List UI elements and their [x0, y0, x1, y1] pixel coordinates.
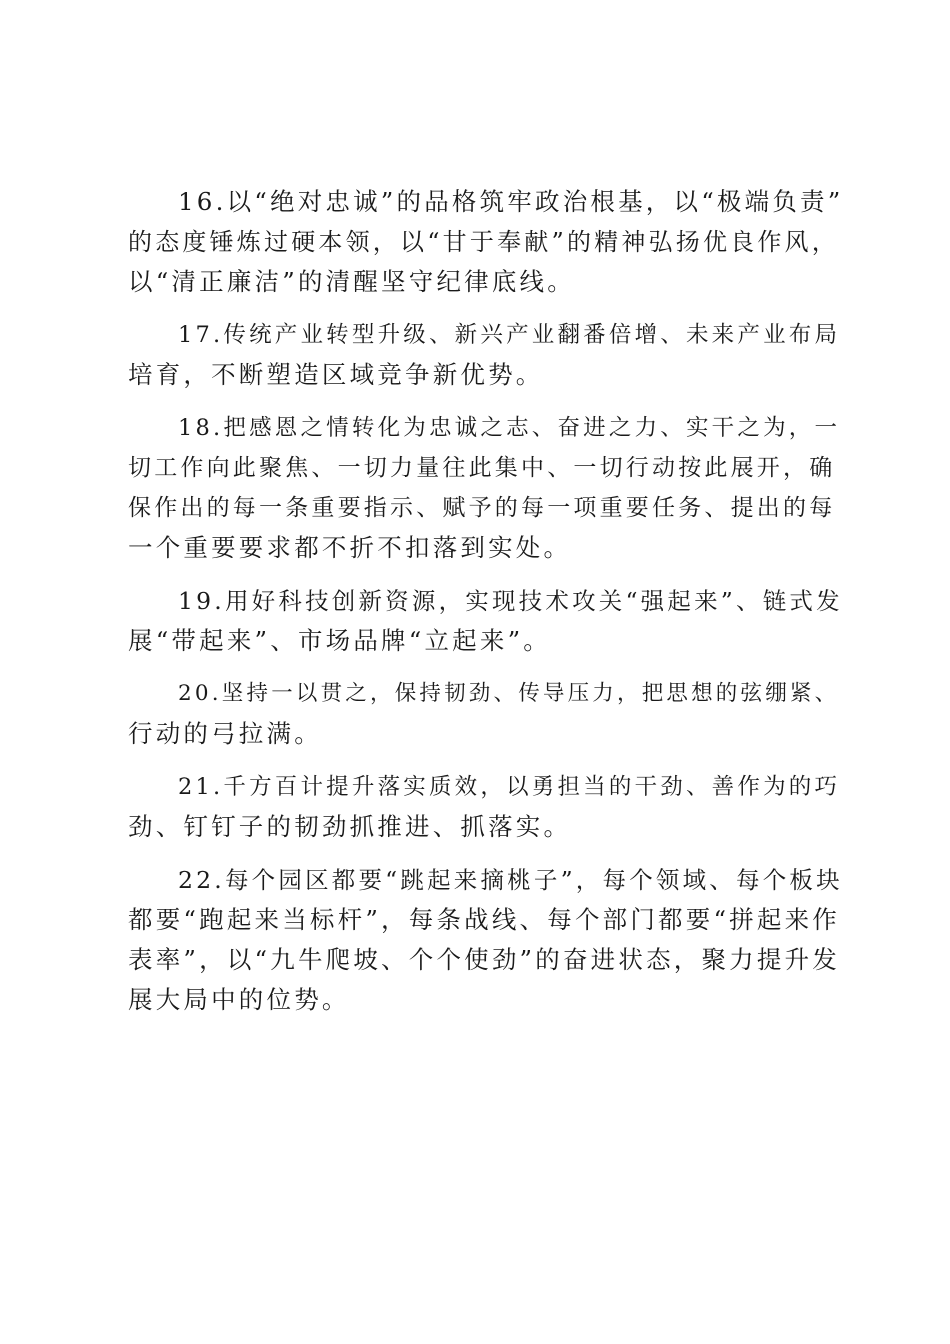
- paragraph-line: 一个重要要求都不折不扣落到实处。: [128, 533, 572, 562]
- paragraph-line: 20.坚持一以贯之，保持韧劲、传导压力，把思想的弦绷紧、: [178, 681, 840, 706]
- paragraph-line: 22.每个园区都要“跳起来摘桃子”，每个领域、每个板块: [178, 866, 843, 894]
- paragraph-line: 表率”，以“九牛爬坡、个个使劲”的奋进状态，聚力提升发: [128, 945, 840, 974]
- paragraph-line: 18.把感恩之情转化为忠诚之志、奋进之力、实干之为，一: [178, 415, 841, 441]
- paragraph-line: 以“清正廉洁”的清醒坚守纪律底线。: [128, 267, 575, 296]
- paragraph-line: 展“带起来”、市场品牌“立起来”。: [128, 626, 551, 655]
- paragraph-line: 切工作向此聚焦、一切力量往此集中、一切行动按此展开，确: [128, 455, 836, 481]
- paragraph-22: [128, 860, 848, 1020]
- paragraph-18: [128, 408, 848, 568]
- paragraph-21: [128, 767, 848, 847]
- paragraph-line: 劲、钉钉子的韧劲抓推进、抓落实。: [128, 812, 572, 841]
- paragraph-20: [128, 674, 848, 754]
- paragraph-line: 行动的弓拉满。: [128, 719, 322, 748]
- paragraph-19: [128, 581, 848, 661]
- paragraph-line: 21.千方百计提升落实质效，以勇担当的干劲、善作为的巧: [178, 774, 841, 800]
- paragraph-line: 19.用好科技创新资源，实现技术攻关“强起来”、链式发: [178, 587, 843, 615]
- paragraph-line: 16.以“绝对忠诚”的品格筑牢政治根基，以“极端负责”: [178, 187, 844, 216]
- paragraph-line: 17.传统产业转型升级、新兴产业翻番倍增、未来产业布局: [178, 322, 841, 348]
- paragraph-16: [128, 182, 848, 302]
- paragraph-line: 培育，不断塑造区域竞争新优势。: [128, 360, 544, 389]
- paragraph-line: 都要“跑起来当标杆”，每条战线、每个部门都要“拼起来作: [128, 905, 840, 934]
- document-body: [128, 182, 848, 1033]
- paragraph-17: [128, 315, 848, 395]
- paragraph-line: 展大局中的位势。: [128, 985, 350, 1014]
- paragraph-line: 保作出的每一条重要指示、赋予的每一项重要任务、提出的每: [128, 495, 836, 521]
- paragraph-line: 的态度锤炼过硬本领，以“甘于奉献”的精神弘扬优良作风，: [128, 228, 839, 256]
